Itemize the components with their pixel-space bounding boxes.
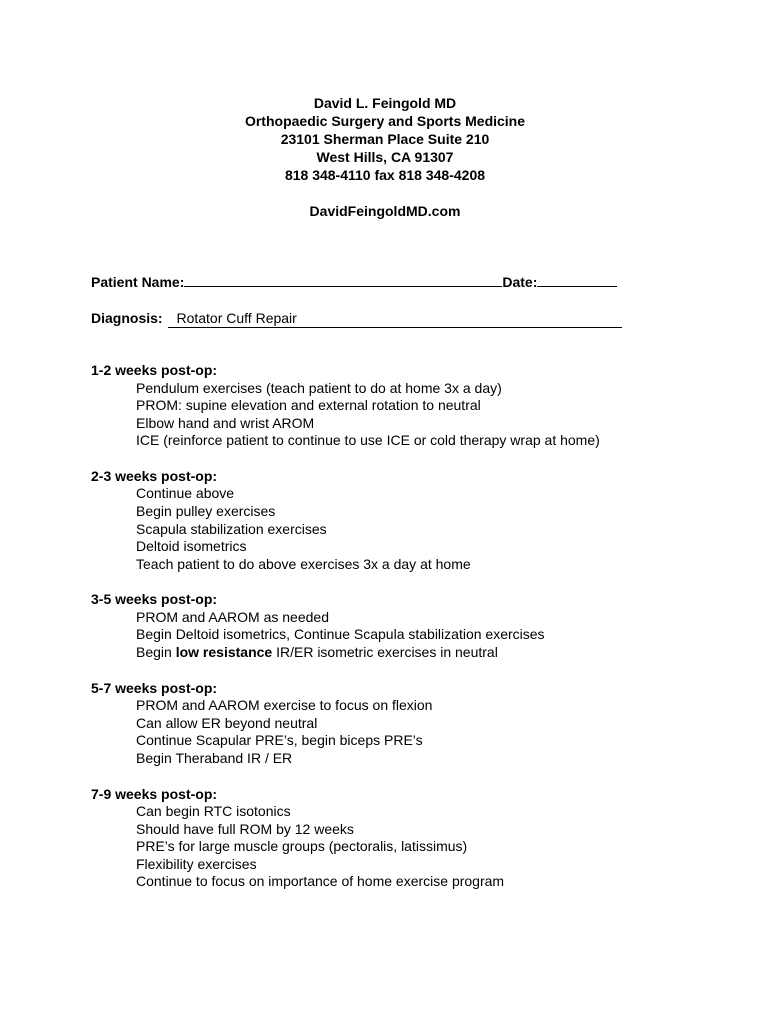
section-list bbox=[91, 485, 691, 573]
list-item: Continue Scapular PRE’s, begin biceps PRE’s bbox=[136, 732, 423, 749]
list-item: Flexibility exercises bbox=[136, 855, 257, 872]
section-heading: 7-9 weeks post-op: bbox=[91, 785, 218, 802]
section-week-3-5 bbox=[91, 591, 691, 661]
list-item: Continue above bbox=[136, 485, 235, 502]
list-item: ICE (reinforce patient to continue to use ICE or cold therapy wrap at home) bbox=[136, 432, 600, 449]
section-week-1-2 bbox=[91, 362, 691, 450]
date-label: Date: bbox=[502, 274, 538, 290]
doctor-name: David L. Feingold MD bbox=[313, 95, 457, 111]
practice-address: 23101 Sherman Place Suite 210 bbox=[280, 131, 490, 147]
item-text-before: Begin bbox=[136, 644, 176, 661]
diagnosis-label: Diagnosis: bbox=[91, 310, 163, 326]
diagnosis-row bbox=[91, 309, 651, 328]
section-list bbox=[91, 609, 691, 662]
protocol-sections bbox=[91, 362, 691, 909]
section-week-5-7 bbox=[91, 680, 691, 768]
list-item: Pendulum exercises (teach patient to do at home 3x a day) bbox=[136, 379, 502, 396]
list-item: Can allow ER beyond neutral bbox=[136, 714, 318, 731]
list-item: PROM and AAROM as needed bbox=[136, 608, 329, 625]
section-list bbox=[91, 380, 691, 450]
section-list bbox=[91, 697, 691, 767]
patient-row bbox=[91, 272, 651, 291]
list-item: Teach patient to do above exercises 3x a day at home bbox=[136, 555, 471, 572]
diagnosis-value[interactable]: Rotator Cuff Repair bbox=[168, 309, 622, 328]
list-item: Begin Deltoid isometrics, Continue Scapula stabilization exercises bbox=[136, 626, 545, 643]
section-heading: 2-3 weeks post-op: bbox=[91, 467, 218, 484]
list-item: PRE’s for large muscle groups (pectoralis, latissimus) bbox=[136, 838, 468, 855]
section-heading: 3-5 weeks post-op: bbox=[91, 591, 218, 608]
date-blank[interactable] bbox=[537, 272, 617, 287]
practice-city: West Hills, CA 91307 bbox=[316, 149, 454, 165]
patient-name-label: Patient Name: bbox=[91, 274, 185, 290]
section-heading: 1-2 weeks post-op: bbox=[91, 362, 218, 378]
list-item: Deltoid isometrics bbox=[136, 538, 247, 555]
list-item-mixed bbox=[136, 644, 691, 662]
list-item: PROM: supine elevation and external rotation to neutral bbox=[136, 397, 481, 414]
letterhead bbox=[0, 94, 770, 220]
list-item: Should have full ROM by 12 weeks bbox=[136, 820, 354, 837]
list-item: Begin pulley exercises bbox=[136, 502, 276, 519]
practice-website: DavidFeingoldMD.com bbox=[309, 203, 461, 219]
item-text-emphasis: low resistance bbox=[175, 644, 273, 661]
practice-phone: 818 348-4110 fax 818 348-4208 bbox=[284, 167, 486, 183]
list-item: Scapula stabilization exercises bbox=[136, 520, 327, 537]
section-heading: 5-7 weeks post-op: bbox=[91, 679, 218, 696]
practice-specialty: Orthopaedic Surgery and Sports Medicine bbox=[244, 113, 526, 129]
patient-name-blank[interactable] bbox=[184, 272, 502, 287]
section-week-7-9 bbox=[91, 786, 691, 891]
section-list bbox=[91, 803, 691, 891]
section-week-2-3 bbox=[91, 468, 691, 573]
list-item: Elbow hand and wrist AROM bbox=[136, 414, 315, 431]
list-item: Begin Theraband IR / ER bbox=[136, 749, 293, 766]
item-text-after: IR/ER isometric exercises in neutral bbox=[272, 644, 498, 661]
list-item: Can begin RTC isotonics bbox=[136, 803, 291, 819]
list-item: Continue to focus on importance of home exercise program bbox=[136, 873, 505, 890]
list-item: PROM and AAROM exercise to focus on flexion bbox=[136, 697, 433, 714]
